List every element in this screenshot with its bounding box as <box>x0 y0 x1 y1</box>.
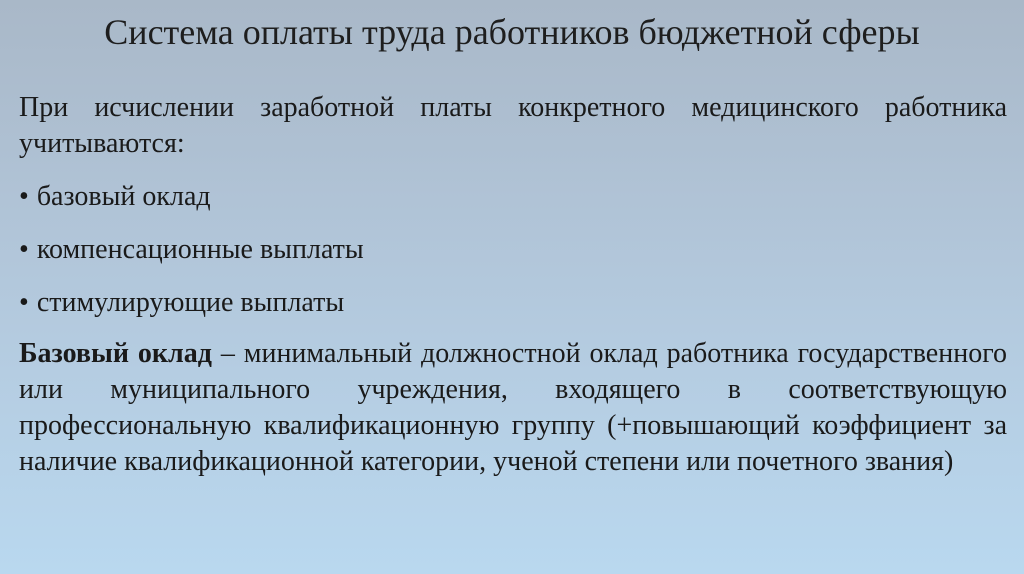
bullet-text: компенсационные выплаты <box>36 234 364 265</box>
bullet-icon: • <box>19 234 29 265</box>
bullet-text: базовый оклад <box>36 181 211 212</box>
bullet-icon: • <box>19 287 29 318</box>
bullet-list <box>19 179 1007 321</box>
slide-body <box>19 90 1007 480</box>
bullet-item <box>19 179 1007 215</box>
definition-text: – минимальный должностной оклад работника государственного или муниципального учреждения, входящего в соответствующую профессиональную квалификационную группу (+повышающий коэффициент за наличие квалификационной категории, ученой степени или почетного звания) <box>19 338 1007 477</box>
bullet-text: стимулирующие выплаты <box>36 287 345 318</box>
definition-term: Базовый оклад <box>19 338 212 369</box>
bullet-icon: • <box>19 181 29 212</box>
bullet-item <box>19 232 1007 268</box>
intro-paragraph: При исчислении заработной платы конкретного медицинского работника учитываются: <box>19 92 1007 159</box>
slide-title: Система оплаты труда работников бюджетной сферы <box>104 12 920 52</box>
definition-paragraph <box>19 336 1007 480</box>
bullet-item <box>19 285 1007 321</box>
